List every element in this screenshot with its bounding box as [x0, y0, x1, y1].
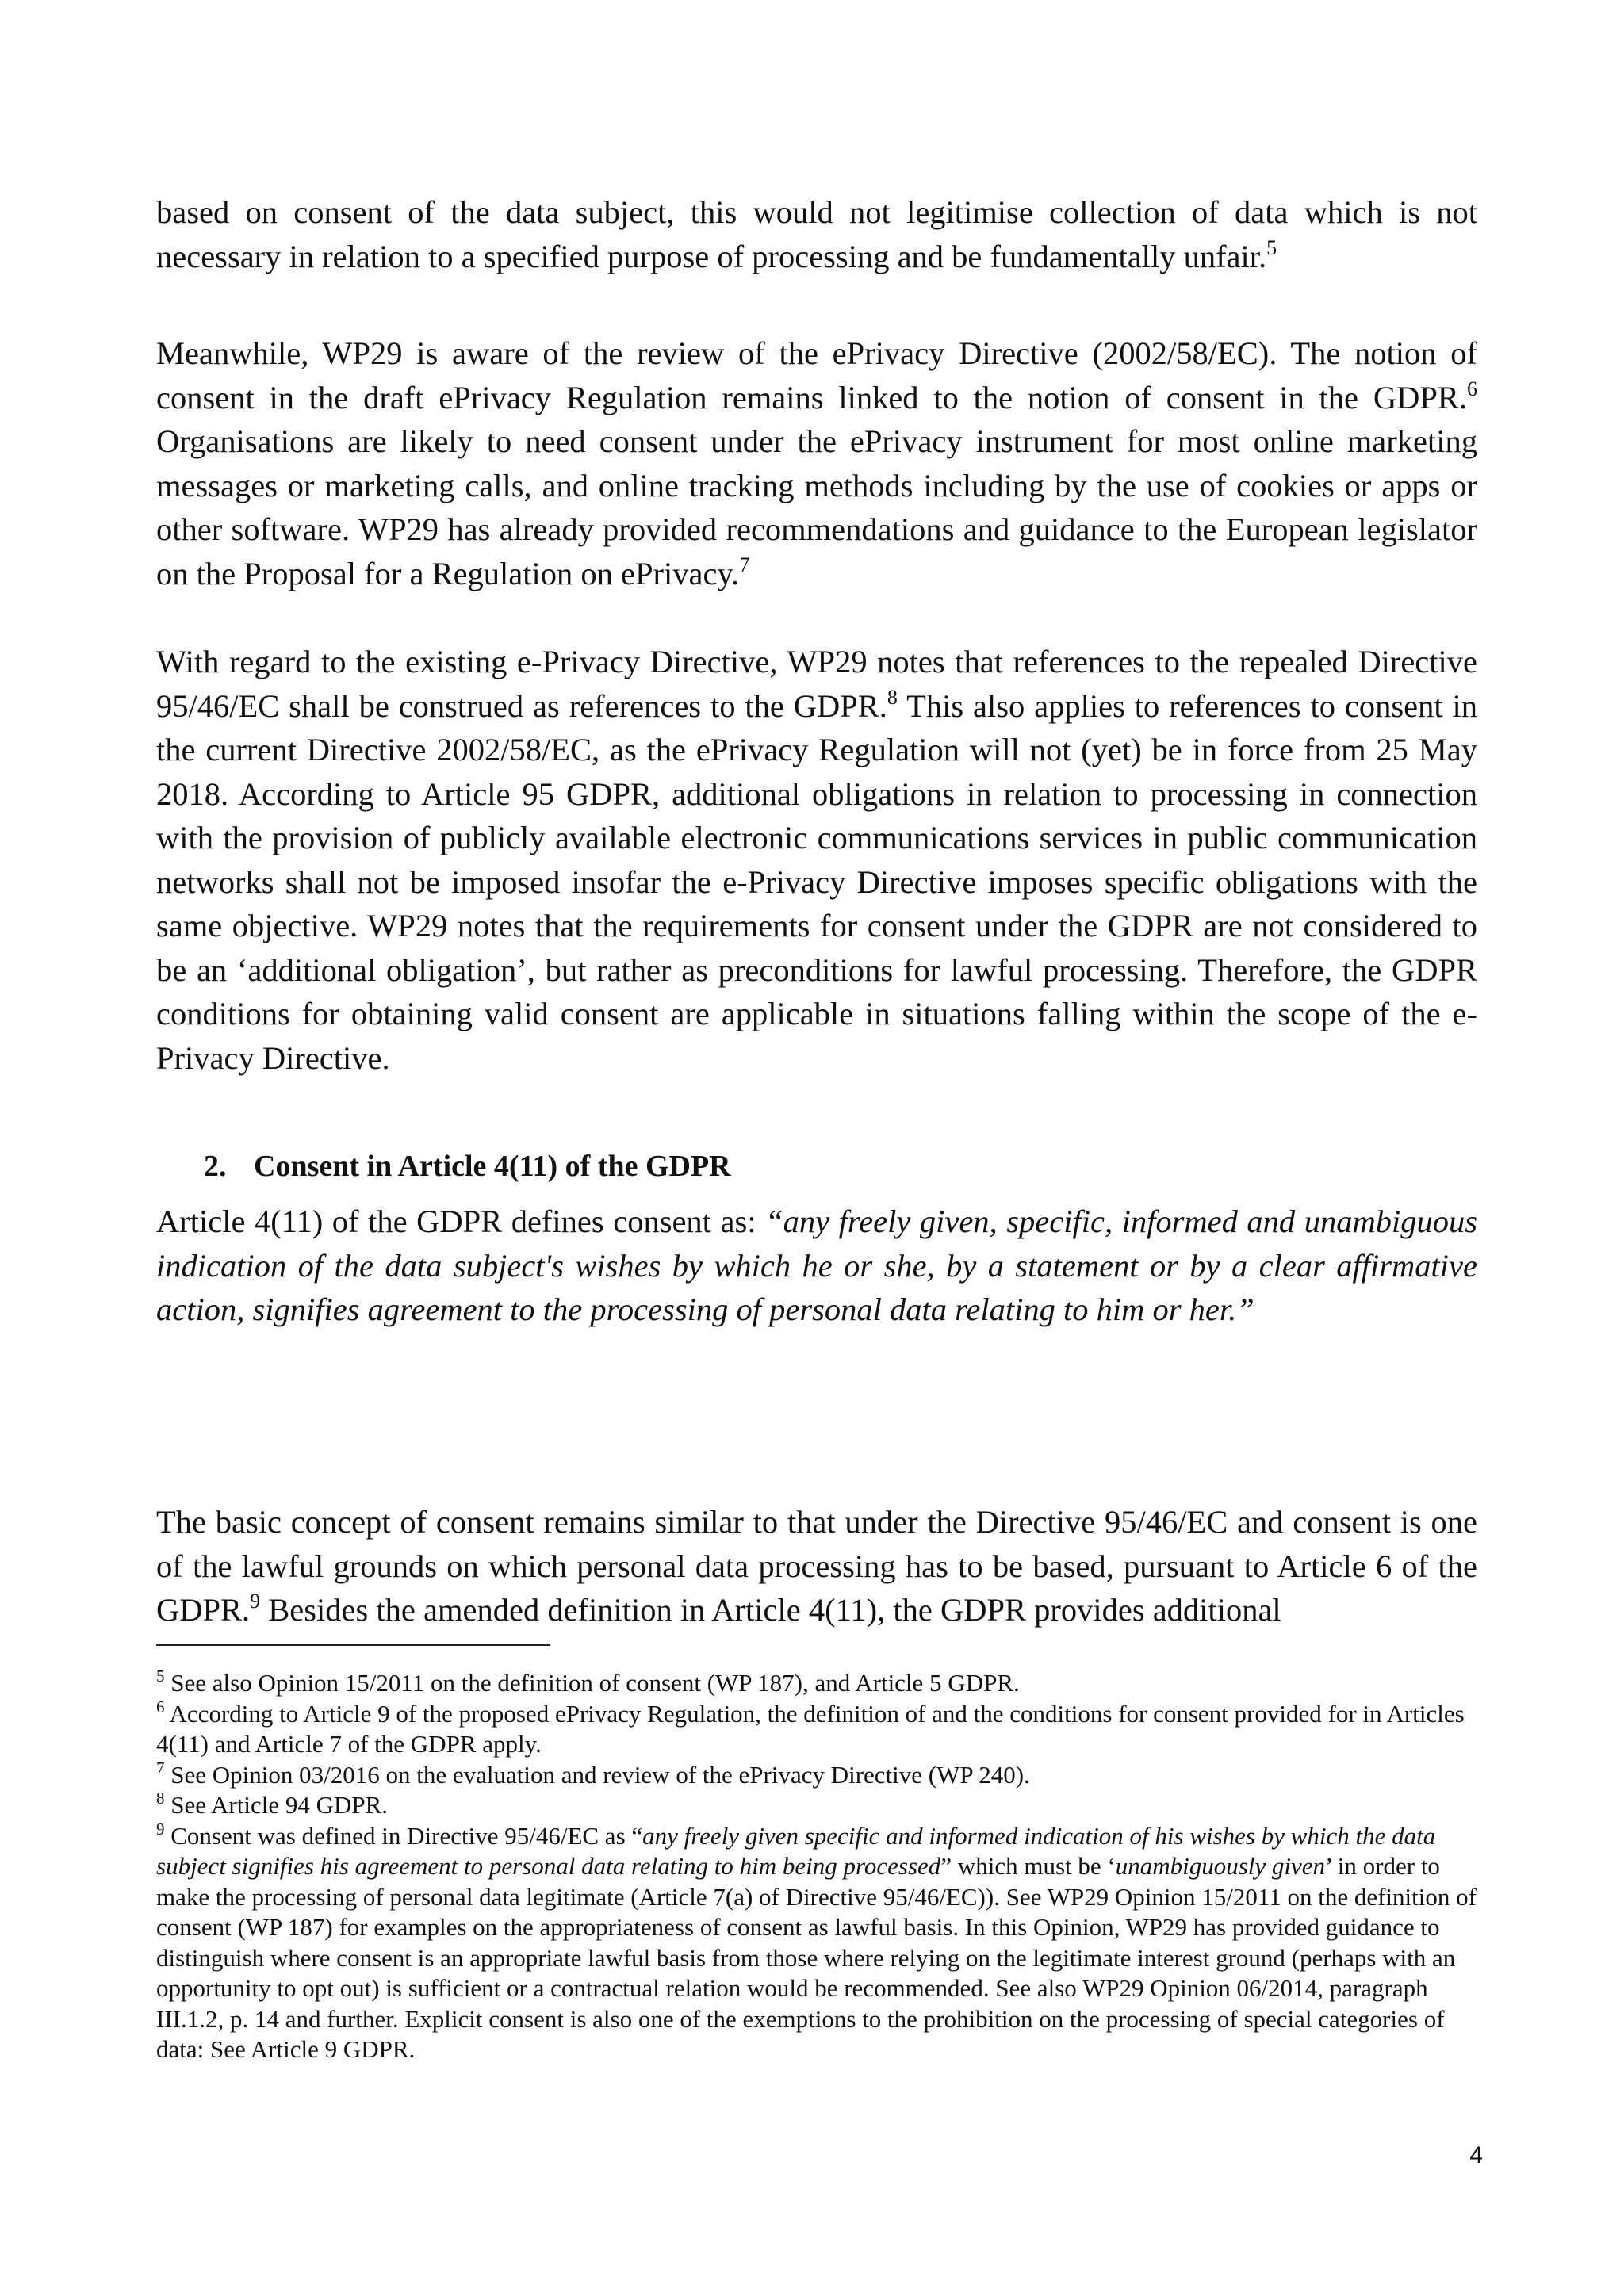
paragraph-text: Organisations are likely to need consent under the ePrivacy instrument for most online marketing messages or marketing calls, and online tracking methods including by the use of cookies or apps or other software. WP29 has already provided recommendations and guidance to the European legislator on the Proposal for a Regulation on ePrivacy.	[156, 423, 1477, 591]
footnote-text: See Opinion 03/2016 on the evaluation and review of the ePrivacy Directive (WP 240).	[164, 1760, 1030, 1789]
footnote-quote: any freely given specific and informed indication of his wishes by which the data subject signifies his agreement to personal data relating to him being processed	[156, 1821, 1436, 1880]
footnote-divider	[156, 1644, 550, 1646]
paragraph-unfair-collection	[156, 190, 1477, 278]
footnotes	[156, 1668, 1477, 2065]
footnote-number: 8	[156, 1789, 165, 1808]
footnote-text: See Article 94 GDPR.	[164, 1791, 389, 1819]
paragraph-text: With regard to the existing e-Privacy Directive, WP29 notes that references to the repealed Directive 95/46/EC shall be construed as references to the GDPR.	[156, 644, 1477, 724]
paragraph-eprivacy-review	[156, 331, 1477, 595]
paragraph-existing-directive	[156, 640, 1477, 1080]
section-title: Consent in Article 4(11) of the GDPR	[254, 1150, 731, 1183]
footnote-number: 9	[156, 1819, 165, 1839]
footnote-text: According to Article 9 of the proposed ePrivacy Regulation, the definition of and the conditions for consent provided for in Articles 4(11) and Article 7 of the GDPR apply.	[156, 1699, 1465, 1758]
footnote-number: 5	[156, 1667, 165, 1686]
footnote-text: ’ in order to make the processing of personal data legitimate (Article 7(a) of Directive 95/46/EC)). See WP29 Opinion 15/2011 on the definition of consent (WP 187) for examples on the appropriateness of consent as lawful basis. In this Opinion, WP29 has provided guidance to distinguish where consent is an appropriate lawful basis from those where relying on the legitimate interest ground (perhaps with an opportunity to opt out) is sufficient or a contractual relation would be recommended. See also WP29 Opinion 06/2014, paragraph III.1.2, p. 14 and further. Explicit consent is also one of the exemptions to the prohibition on the processing of special categories of data: See Article 9 GDPR.	[156, 1852, 1477, 2063]
footnote-quote: unambiguously given	[1115, 1852, 1326, 1880]
footnote-number: 7	[156, 1758, 165, 1777]
footnote-9	[156, 1821, 1477, 2065]
section-heading	[204, 1146, 731, 1186]
paragraph-text: The basic concept of consent remains similar to that under the Directive 95/46/EC and consent is one of the lawful grounds on which personal data processing has to be based, pursuant to Article 6 of the GDPR.	[156, 1504, 1477, 1628]
paragraph-text: This also applies to references to consent in the current Directive 2002/58/EC, as the ePrivacy Regulation will not (yet) be in force from 25 May 2018. According to Article 95 GDPR, additional obligations in relation to processing in connection with the provision of publicly available electronic communications services in public communication networks shall not be imposed insofar the e-Privacy Directive imposes specific obligations with the same objective. WP29 notes that the requirements for consent under the GDPR are not considered to be an ‘additional obligation’, but rather as preconditions for lawful processing. Therefore, the GDPR conditions for obtaining valid consent are applicable in situations falling within the scope of the e-Privacy Directive.	[156, 687, 1477, 1076]
footnote-5	[156, 1668, 1477, 1699]
footnote-8	[156, 1790, 1477, 1821]
footnote-6	[156, 1699, 1477, 1760]
paragraph-consent-definition	[156, 1200, 1477, 1332]
footnote-7	[156, 1760, 1477, 1791]
paragraph-text: Besides the amended definition in Article 4(11), the GDPR provides additional	[260, 1592, 1281, 1628]
footnote-text: Consent was defined in Directive 95/46/EC as “	[164, 1821, 643, 1850]
footnote-number: 6	[156, 1697, 165, 1716]
paragraph-text: Article 4(11) of the GDPR defines consent as:	[156, 1203, 766, 1239]
paragraph-text: based on consent of the data subject, this would not legitimise collection of data which is not necessary in relation to a specified purpose of processing and be fundamentally unfair.	[156, 194, 1477, 274]
paragraph-basic-concept	[156, 1500, 1477, 1632]
definition-quote: “any freely given, specific, informed and unambiguous indication of the data subject's wishes by which he or she, by a statement or by a clear affirmative action, signifies agreement to the processing of personal data relating to him or her.”	[156, 1203, 1477, 1327]
footnote-ref-6[interactable]: 6	[1467, 377, 1477, 400]
footnote-text: See also Opinion 15/2011 on the definition of consent (WP 187), and Article 5 GDPR.	[164, 1669, 1020, 1697]
paragraph-text: Meanwhile, WP29 is aware of the review of the ePrivacy Directive (2002/58/EC). The notion of consent in the draft ePrivacy Regulation remains linked to the notion of consent in the GDPR.	[156, 335, 1477, 415]
footnote-ref-9[interactable]: 9	[250, 1590, 261, 1613]
footnote-ref-8[interactable]: 8	[887, 685, 898, 709]
section-number: 2.	[204, 1150, 227, 1183]
footnote-ref-7[interactable]: 7	[739, 553, 750, 576]
footnote-ref-5[interactable]: 5	[1266, 235, 1277, 259]
page-number: 4	[1469, 2142, 1483, 2168]
footnote-text: ” which must be ‘	[940, 1852, 1116, 1880]
